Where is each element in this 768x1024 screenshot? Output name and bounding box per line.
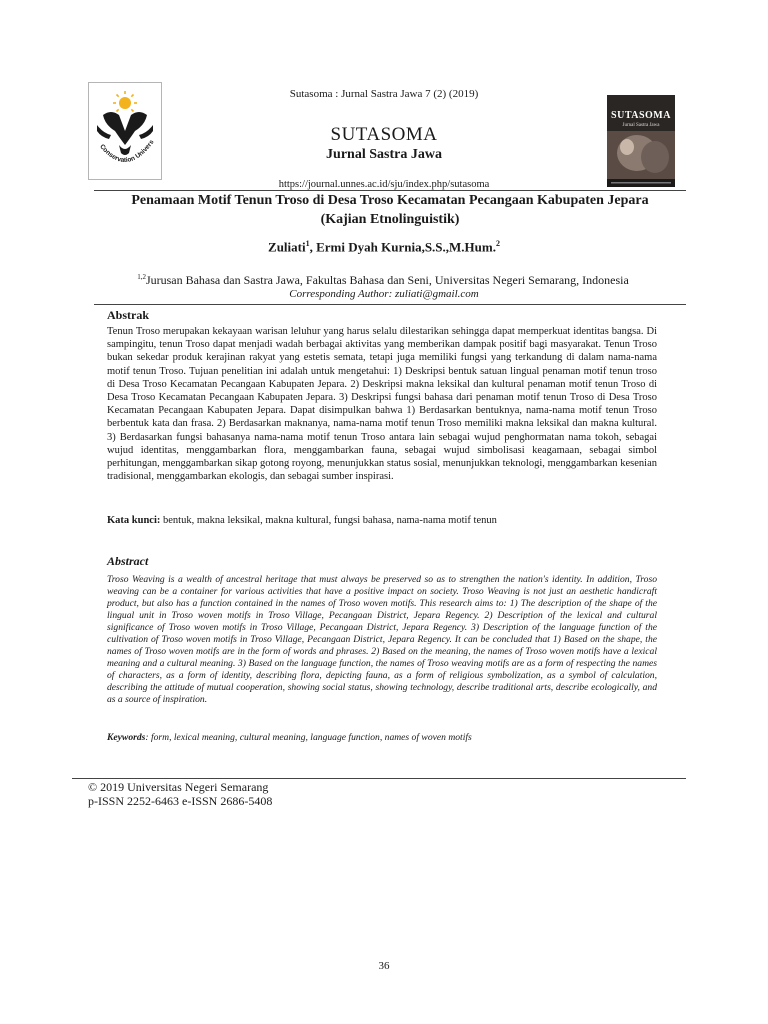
author-2: Ermi Dyah Kurnia,S.S.,M.Hum. (316, 239, 496, 255)
author-1-sup: 1 (305, 239, 310, 248)
affiliation-text: Jurusan Bahasa dan Sastra Jawa, Fakultas Bahasa dan Seni, Universitas Negeri Semarang, Indonesia (145, 273, 629, 287)
author-line (0, 239, 768, 255)
author-1: Zuliati (268, 239, 306, 255)
author-separator: , (309, 239, 317, 255)
issn: p-ISSN 2252-6463 e-ISSN 2686-5408 (88, 794, 273, 808)
page-number: 36 (378, 960, 390, 972)
journal-name: SUTASOMA (330, 124, 438, 145)
affiliation-divider (94, 304, 686, 305)
abstract-body: Troso Weaving is a wealth of ancestral heritage that must always be preserved so as to strengthen the nation's identity. In addition, Troso weaving can be a container for various activities that have a positive impact on society. Troso Weaving is not just an aesthetic handicraft product, but also has a function contained in the names of Troso woven motifs. This research aims to: 1) The description of the shape of the lingual unit in Troso woven motifs in Troso Village, Pecangaan District, Jepara Regency. 2) Description of the lexical and cultural significance of Troso woven motifs in Troso Village, Pecangaan District, Jepara Regency. 3) Description of the language function of the cultivation of Troso woven motifs in Troso Village, Pecangaan District, Jepara Regency. It can be concluded that 1) Based on the shape, the names of Troso woven motifs are in the form of words and phrases. 2) Based on the meaning, the names of Troso woven motifs have a lexical meaning and a cultural meaning. 3) Based on the language function, the names of Troso weaving motifs are as a form of respecting the names of characters, as a form of identity, describing flora, depicting fauna, as a form of religious symbolization, as a symbol of calculation, describing the attitude of mutual cooperation, showing social status, showing technology, describe traditional arts, describe ecologically, and as a source of inspiration. (107, 574, 657, 705)
abstrak-heading: Abstrak (107, 308, 150, 322)
copyright: © 2019 Universitas Negeri Semarang (88, 780, 269, 794)
kata-kunci-label: Kata kunci: (107, 515, 161, 526)
abstract-heading: Abstract (107, 554, 149, 568)
footer-divider (72, 778, 686, 779)
kata-kunci-text: bentuk, makna leksikal, makna kultural, fungsi bahasa, nama-nama motif tenun (160, 515, 497, 526)
keywords (107, 732, 657, 743)
kata-kunci (107, 515, 657, 526)
journal-citation-line: Sutasoma : Jurnal Sastra Jawa 7 (2) (2019) (289, 88, 479, 100)
journal-url[interactable]: https://journal.unnes.ac.id/sju/index.php/sutasoma (278, 179, 490, 190)
keywords-label: Keywords (107, 732, 146, 743)
corresponding-author: Corresponding Author: zuliati@gmail.com (289, 288, 479, 300)
article-title: Penamaan Motif Tenun Troso di Desa Troso Kecamatan Pecangaan Kabupaten Jepara (Kajian Etnolinguistik) (131, 193, 649, 227)
author-2-sup: 2 (495, 239, 500, 248)
footer-info (88, 780, 272, 808)
cover-subtitle: Jurnal Sastra Jawa (622, 123, 660, 128)
journal-subtitle: Jurnal Sastra Jawa (326, 147, 442, 162)
logo-lettering: Conservation Univers (98, 138, 156, 165)
affiliation-sup: 1,2 (137, 273, 146, 281)
cover-title: SUTASOMA (611, 110, 671, 121)
affiliation (88, 273, 678, 288)
keywords-text: : form, lexical meaning, cultural meaning, language function, names of woven motifs (145, 732, 472, 743)
abstrak-body: Tenun Troso merupakan kekayaan warisan leluhur yang harus selalu dilestarikan sehingga dapat memperkuat identitas bangsa. Di sampingitu, tenun Troso dapat menjadi wadah berbagai aktivitas yang memberikan dampak positif bagi masyarakat. Tenun Troso bukan sekedar produk kerajinan rakyat yang estetis semata, tetapi juga memiliki fungsi yang terkandung di dalam nama-nama motif tenun Troso. Tujuan penelitian ini adalah untuk mengetahui: 1) Deskripsi bentuk satuan lingual penaman motif tenun troso di Desa Troso Kecamatan Pecangaan Kabupaten Jepara. 2) Deskripsi makna leksikal dan kultural penaman motif tenun Troso di Desa Troso Kecamatan Pecangaan Kabupaten Jepara. 3) Deskripsi fungsi bahasa dari penaman motif tenun Troso di Desa Troso Kecamatan Pecangaan Kabupaten Jepara. Dapat disimpulkan bahwa 1) Berdasarkan bentuknya, nama-nama motif tenun Troso berbentuk kata dan frasa. 2) Berdasarkan maknanya, nama-nama motif tenun Troso memiliki makna leksikal dan makna kultural. 3) Berdasarkan fungsi bahasanya nama-nama motif tenun Troso antara lain sebagai wujud penghormatan nama tokoh, sebagai wujud identitas, menggambarkan flora, menggambarkan fauna, sebagai wujud simbolisasi keagamaan, sebagai simbol perhitungan, menggambarkan sikap gotong royong, menunjukkan status sosial, menunjukkan teknologi, menggambarkan kesenian tradisional, menggambarkan ekologis, dan sebagai sumber inspirasi. (107, 326, 657, 483)
